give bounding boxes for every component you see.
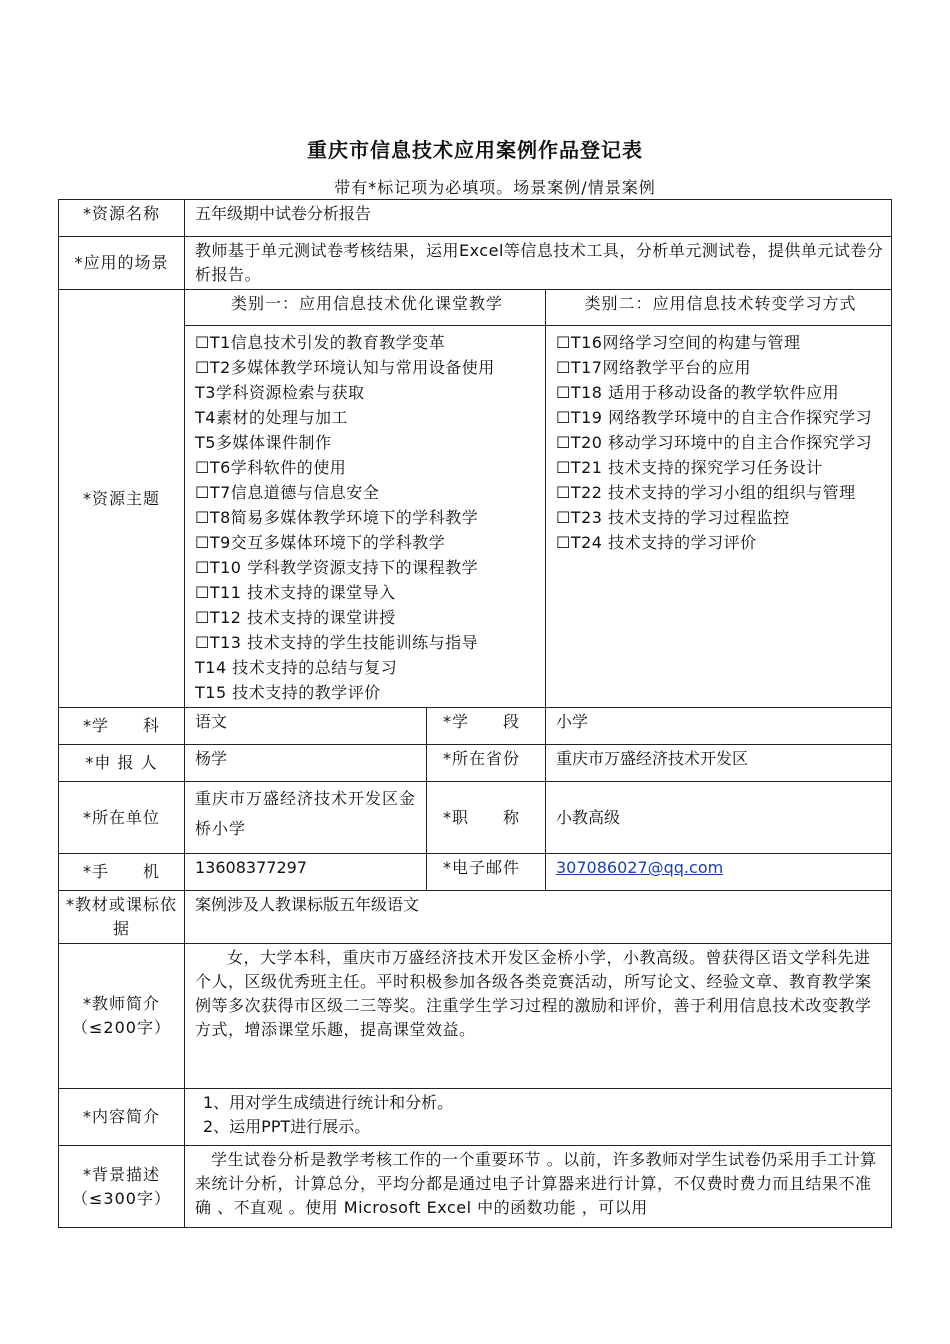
row-teacher-intro: [59, 944, 892, 1089]
applicant-value[interactable]: 杨学: [185, 745, 427, 782]
row-unit: [59, 782, 892, 854]
topic-item[interactable]: ☐T7信息道德与信息安全: [195, 483, 380, 502]
email-label: *电子邮件: [427, 854, 546, 891]
teacher-intro-label: *教师简介（≤200字）: [59, 944, 185, 1089]
phone-label: *手 机: [59, 854, 185, 891]
topic-item[interactable]: ☐T21 技术支持的探究学习任务设计: [556, 458, 823, 477]
teacher-intro-value[interactable]: 女，大学本科，重庆市万盛经济技术开发区金桥小学，小教高级。曾获得区语文学科先进个人，区级优秀班主任。平时积极参加各级各类竞赛活动，所写论文、经验文章、教育教学案例等多次获得市区级二三等奖。注重学生学习过程的激励和评价，善于利用信息技术改变教学方式，增添课堂乐趣，提高课堂效益。: [185, 944, 892, 1089]
row-topic-headers: [59, 290, 892, 326]
topic-item[interactable]: ☐T20 移动学习环境中的自主合作探究学习: [556, 433, 873, 452]
topic-item[interactable]: ☐T8简易多媒体教学环境下的学科教学: [195, 508, 479, 527]
background-value[interactable]: 学生试卷分析是教学考核工作的一个重要环节 。以前，许多教师对学生试卷仍采用手工计算来统计分析，计算总分，平均分都是通过电子计算器来进行计算，不仅费时费力而且结果不准确 、不直观 。使用 Microsoft Excel 中的函数功能 ，可以用: [185, 1146, 892, 1228]
row-content-intro: [59, 1089, 892, 1146]
topic-item[interactable]: ☐T13 技术支持的学生技能训练与指导: [195, 633, 479, 652]
stage-label: *学 段: [427, 708, 546, 745]
textbook-value[interactable]: 案例涉及人教课标版五年级语文: [185, 891, 892, 944]
topic-item[interactable]: ☐T1信息技术引发的教育教学变革: [195, 333, 446, 352]
topic-item[interactable]: T4素材的处理与加工: [195, 408, 348, 427]
row-background: [59, 1146, 892, 1228]
topic-item[interactable]: ☐T24 技术支持的学习评价: [556, 533, 757, 552]
row-resource-name: [59, 200, 892, 237]
province-value[interactable]: 重庆市万盛经济技术开发区: [546, 745, 892, 782]
background-label: *背景描述（≤300字）: [59, 1146, 185, 1228]
topic-item[interactable]: ☐T10 学科教学资源支持下的课程教学: [195, 558, 479, 577]
topic-item[interactable]: ☐T9交互多媒体环境下的学科教学: [195, 533, 446, 552]
topic-item[interactable]: T3学科资源检索与获取: [195, 383, 365, 402]
topic-item[interactable]: T15 技术支持的教学评价: [195, 683, 381, 702]
province-label: *所在省份: [427, 745, 546, 782]
phone-value[interactable]: 13608377297: [185, 854, 427, 891]
content-intro-label: *内容简介: [59, 1089, 185, 1146]
topic-item[interactable]: ☐T18 适用于移动设备的教学软件应用: [556, 383, 840, 402]
content-intro-value[interactable]: [185, 1089, 892, 1146]
page-subtitle: 带有*标记项为必填项。场景案例/情景案例: [334, 178, 656, 197]
row-textbook: [59, 891, 892, 944]
unit-label: *所在单位: [59, 782, 185, 854]
topic-item[interactable]: ☐T17网络教学平台的应用: [556, 358, 751, 377]
category-one-list: [185, 326, 546, 708]
topic-item[interactable]: T5多媒体课件制作: [195, 433, 332, 452]
row-applicant: [59, 745, 892, 782]
category-one-title: 类别一：应用信息技术优化课堂教学: [185, 290, 546, 326]
email-cell: [546, 854, 892, 891]
row-contact: [59, 854, 892, 891]
content-intro-line: 2、运用PPT进行展示。: [203, 1117, 371, 1136]
email-link[interactable]: 307086027@qq.com: [556, 858, 724, 877]
category-two-list: [546, 326, 892, 708]
topic-item[interactable]: ☐T23 技术支持的学习过程监控: [556, 508, 790, 527]
subject-label: *学 科: [59, 708, 185, 745]
scenario-label: *应用的场景: [59, 237, 185, 290]
content-intro-line: 1、用对学生成绩进行统计和分析。: [203, 1093, 454, 1112]
title-rank-label: *职 称: [427, 782, 546, 854]
row-subject: [59, 708, 892, 745]
row-scenario: [59, 237, 892, 290]
registration-form: [58, 199, 892, 1228]
topic-item[interactable]: ☐T6学科软件的使用: [195, 458, 347, 477]
topics-label: *资源主题: [59, 290, 185, 708]
topic-item[interactable]: ☐T22 技术支持的学习小组的组织与管理: [556, 483, 856, 502]
resource-name-label: *资源名称: [59, 200, 185, 237]
subject-value[interactable]: 语文: [185, 708, 427, 745]
stage-value[interactable]: 小学: [546, 708, 892, 745]
applicant-label: *申 报 人: [59, 745, 185, 782]
resource-name-value[interactable]: 五年级期中试卷分析报告: [185, 200, 892, 237]
topic-item[interactable]: ☐T2多媒体教学环境认知与常用设备使用: [195, 358, 495, 377]
unit-value[interactable]: 重庆市万盛经济技术开发区金桥小学: [185, 782, 427, 854]
category-two-title: 类别二：应用信息技术转变学习方式: [546, 290, 892, 326]
topic-item[interactable]: ☐T19 网络教学环境中的自主合作探究学习: [556, 408, 873, 427]
textbook-label: *教材或课标依据: [59, 891, 185, 944]
title-rank-value[interactable]: 小教高级: [546, 782, 892, 854]
topic-item[interactable]: ☐T12 技术支持的课堂讲授: [195, 608, 396, 627]
topic-item[interactable]: ☐T11 技术支持的课堂导入: [195, 583, 396, 602]
scenario-value[interactable]: 教师基于单元测试卷考核结果，运用Excel等信息技术工具，分析单元测试卷，提供单元试卷分析报告。: [185, 237, 892, 290]
page-title: 重庆市信息技术应用案例作品登记表: [307, 138, 643, 162]
topic-item[interactable]: ☐T16网络学习空间的构建与管理: [556, 333, 801, 352]
topic-item[interactable]: T14 技术支持的总结与复习: [195, 658, 398, 677]
